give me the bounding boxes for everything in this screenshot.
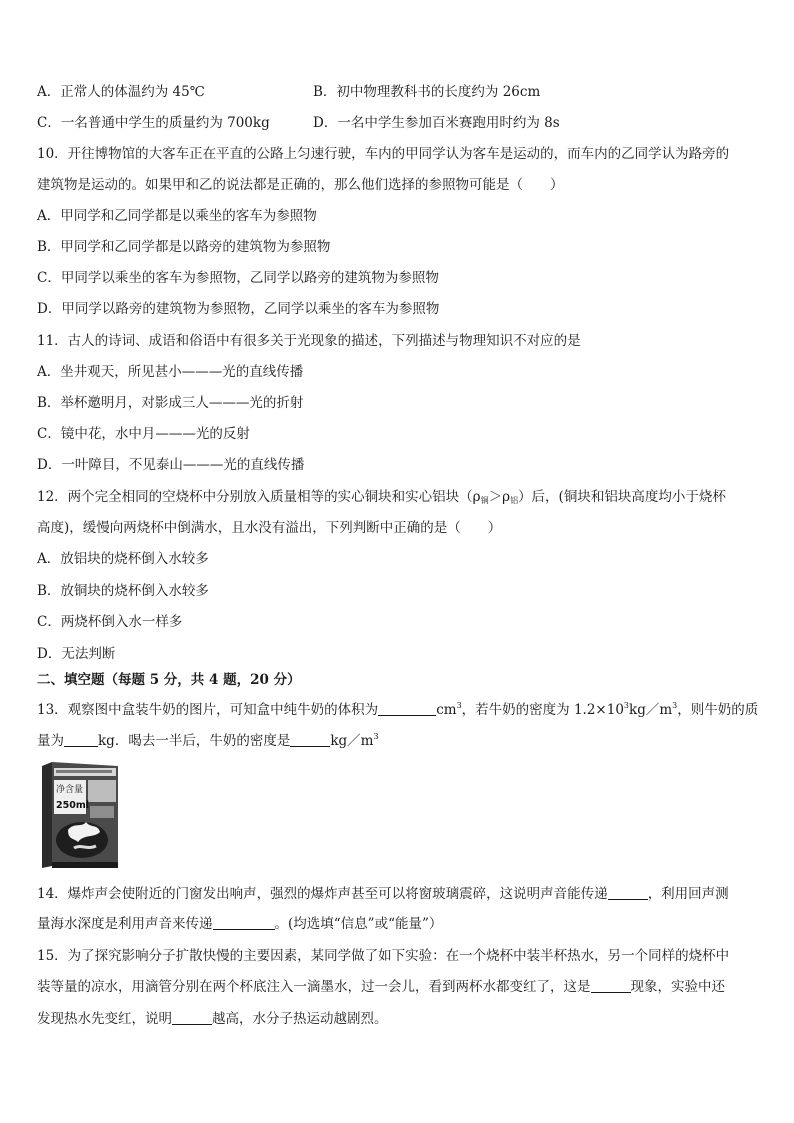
- milk-volume-text: 250ml: [56, 800, 89, 811]
- q13-stem-line1: 13．观察图中盒装牛奶的图片，可知盒中纯牛奶的体积为 $cm^3$，若牛奶的密度为 $1.2\times 10^3kg/m^3$，则牛奶的质: [37, 701, 759, 718]
- q11-stem: 11．古人的诗词、成语和俗语中有很多关于光现象的描述，下列描述与物理知识不对应的是: [37, 333, 581, 349]
- q12-stem-line1: 12．两个完全相同的空烧杯中分别放入质量相等的实心铜块和实心铝块$(\rho_铜>\rho_铝)$后，(铜块和铝块高度均小于烧杯: [37, 489, 726, 505]
- q10-stem-line2: 建筑物是运动的。如果甲和乙的说法都是正确的，那么他们选择的参照物可能是（ ）: [37, 177, 564, 193]
- q9-option-c: C．一名普通中学生的质量约为 700kg: [37, 115, 270, 131]
- q15-stem-line3: 发现热水先变红，说明 越高，水分子热运动越剧烈。: [37, 1011, 388, 1027]
- milk-brand-text: 净含量: [56, 785, 84, 795]
- section-heading-fill-in: 二、填空题（每题 5 分，共 4 题，20 分）: [37, 672, 301, 688]
- q14-stem-line1: 14．爆炸声会使附近的门窗发出响声，强烈的爆炸声甚至可以将窗玻璃震碎，这说明声音能传递 ，利用回声测: [37, 886, 729, 902]
- q10-option-d: D．甲同学以路旁的建筑物为参照物，乙同学以乘坐的客车为参照物: [37, 301, 440, 317]
- q15-blank-1[interactable]: [591, 978, 631, 993]
- q15-blank-2[interactable]: [172, 1010, 212, 1025]
- q11-option-d: D．一叶障目，不见泰山———光的直线传播: [37, 457, 305, 473]
- q10-option-b: B．甲同学和乙同学都是以路旁的建筑物为参照物: [37, 239, 331, 255]
- q15-stem-line2: 装等量的凉水，用滴管分别在两个杯底注入一滴墨水，过一会儿，看到两杯水都变红了，这是 现象，实验中还: [37, 979, 725, 995]
- q13-stem-line2: 量为 kg．喝去一半后，牛奶的密度是 $kg/m^3$: [37, 732, 379, 749]
- q12-option-d: D．无法判断: [37, 646, 116, 662]
- q12-option-b: B．放铜块的烧杯倒入水较多: [37, 583, 209, 599]
- q9-option-a: A．正常人的体温约为 45℃: [37, 84, 205, 100]
- q11-option-b: B．举杯邀明月，对影成三人———光的折射: [37, 395, 304, 411]
- q14-blank-2[interactable]: [213, 915, 275, 930]
- q10-option-c: C．甲同学以乘坐的客车为参照物，乙同学以路旁的建筑物为参照物: [37, 270, 439, 286]
- q14-stem-line2: 量海水深度是利用声音来传递 。(均选填“信息”或“能量”）: [37, 916, 443, 932]
- q10-option-a: A．甲同学和乙同学都是以乘坐的客车为参照物: [37, 208, 317, 224]
- q11-option-c: C．镜中花，水中月———光的反射: [37, 426, 250, 442]
- q14-blank-1[interactable]: [608, 885, 648, 900]
- q9-option-d: D．一名中学生参加百米赛跑用时约为 8s: [313, 115, 560, 131]
- milk-carton-image: [38, 758, 122, 870]
- q15-stem-line1: 15．为了探究影响分子扩散快慢的主要因素，某同学做了如下实验：在一个烧杯中装半杯热水，另一个同样的烧杯中: [37, 948, 730, 964]
- q11-option-a: A．坐井观天，所见甚小———光的直线传播: [37, 364, 304, 380]
- q12-stem-line2: 高度)，缓慢向两烧杯中倒满水，且水没有溢出，下列判断中正确的是（ ）: [37, 520, 502, 536]
- q9-option-b: B．初中物理教科书的长度约为 26cm: [313, 84, 541, 100]
- q12-option-c: C．两烧杯倒入水一样多: [37, 614, 183, 630]
- q12-option-a: A．放铝块的烧杯倒入水较多: [37, 551, 209, 567]
- q10-stem-line1: 10．开往博物馆的大客车正在平直的公路上匀速行驶，车内的甲同学认为客车是运动的，而车内的乙同学认为路旁的: [37, 146, 730, 162]
- q13-blank-mass[interactable]: [64, 732, 98, 747]
- q13-blank-density[interactable]: [290, 732, 330, 747]
- q13-blank-volume[interactable]: [378, 701, 436, 716]
